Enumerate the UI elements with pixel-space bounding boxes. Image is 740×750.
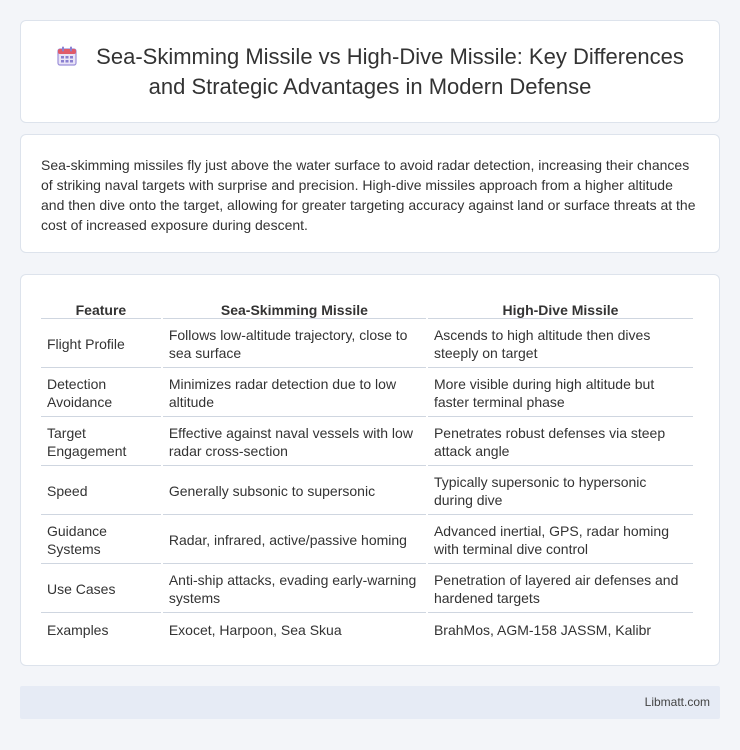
- sea-skimming-cell: Effective against naval vessels with low radar cross-section: [163, 419, 426, 466]
- page-title: [50, 42, 690, 102]
- feature-cell: Detection Avoidance: [41, 370, 161, 417]
- sea-skimming-cell: Exocet, Harpoon, Sea Skua: [168, 621, 342, 638]
- intro-paragraph: Sea-skimming missiles fly just above the water surface to avoid radar detection, increasing their chances of striking naval targets with surprise and precision. High-dive missiles approach from a higher altitude and then dive onto the target, allowing for greater targeting accuracy against land or surface threats at the cost of increased exposure during descent.: [41, 157, 696, 233]
- comparison-table: [39, 295, 695, 646]
- high-dive-cell: Advanced inertial, GPS, radar homing with terminal dive control: [428, 517, 693, 564]
- table-row: [41, 517, 693, 564]
- footer: [20, 686, 720, 719]
- table-row: [41, 468, 693, 515]
- feature-cell: Use Cases: [41, 566, 161, 613]
- table-header-row: [41, 297, 693, 319]
- table-row: [41, 419, 693, 466]
- sea-skimming-cell: Generally subsonic to supersonic: [163, 468, 426, 515]
- feature-cell: Examples: [47, 621, 109, 638]
- table-row: [41, 615, 693, 644]
- header-feature: Feature: [41, 297, 161, 319]
- title-card: [20, 20, 720, 123]
- sea-skimming-cell: Anti-ship attacks, evading early-warning systems: [163, 566, 426, 613]
- table-row: [41, 370, 693, 417]
- footer-site-link[interactable]: Libmatt.com: [644, 695, 710, 709]
- comparison-card: [20, 274, 720, 666]
- feature-cell: Speed: [41, 468, 161, 515]
- feature-cell: Guidance Systems: [41, 517, 161, 564]
- calendar-icon: [56, 45, 78, 67]
- high-dive-cell: Penetrates robust defenses via steep attack angle: [428, 419, 693, 466]
- feature-cell: Flight Profile: [41, 321, 161, 368]
- high-dive-cell: More visible during high altitude but faster terminal phase: [428, 370, 693, 417]
- high-dive-cell: BrahMos, AGM-158 JASSM, Kalibr: [433, 621, 652, 638]
- table-row: [41, 566, 693, 613]
- header-sea-skimming: Sea-Skimming Missile: [163, 297, 426, 319]
- high-dive-cell: Typically supersonic to hypersonic during dive: [428, 468, 693, 515]
- page-title-text: Sea-Skimming Missile vs High-Dive Missile: Key Differences and Strategic Advantages in Modern Defense: [96, 43, 684, 99]
- header-high-dive: High-Dive Missile: [428, 297, 693, 319]
- sea-skimming-cell: Minimizes radar detection due to low altitude: [163, 370, 426, 417]
- sea-skimming-cell: Follows low-altitude trajectory, close to sea surface: [163, 321, 426, 368]
- feature-cell: Target Engagement: [41, 419, 161, 466]
- intro-card: [20, 134, 720, 253]
- high-dive-cell: Penetration of layered air defenses and hardened targets: [428, 566, 693, 613]
- sea-skimming-cell: Radar, infrared, active/passive homing: [163, 517, 426, 564]
- table-row: [41, 321, 693, 368]
- high-dive-cell: Ascends to high altitude then dives steeply on target: [428, 321, 693, 368]
